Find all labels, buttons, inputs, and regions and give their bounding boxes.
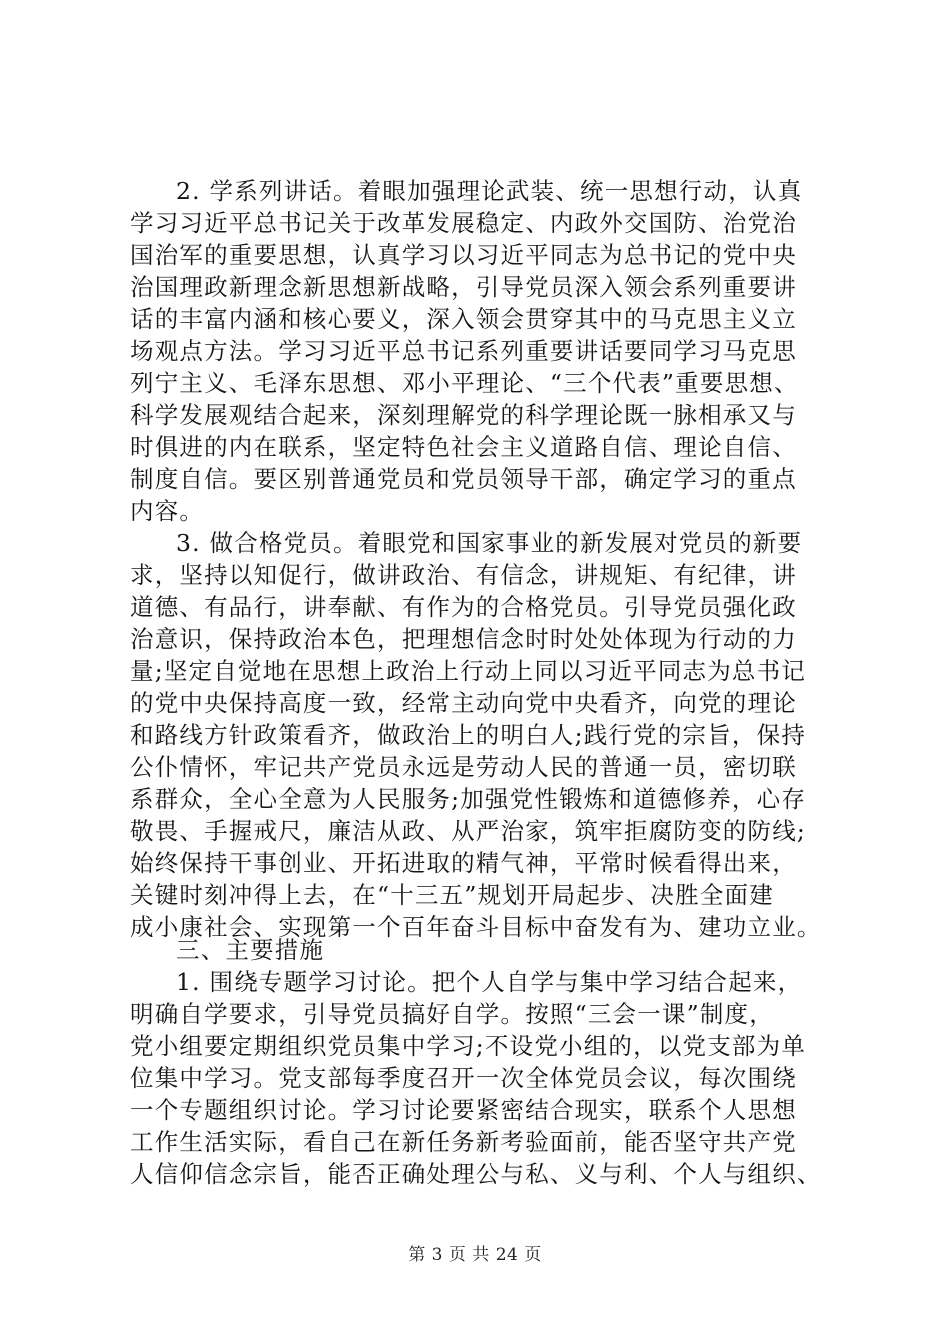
section-2-line: 学习习近平总书记关于改革发展稳定、内政外交国防、治党治 [130, 209, 797, 237]
section-2-line: 话的丰富内涵和核心要义，深入领会贯穿其中的马克思主义立 [130, 305, 797, 333]
section-3-line: 道德、有品行，讲奉献、有作为的合格党员。引导党员强化政 [130, 593, 797, 621]
section-2-line: 列宁主义、毛泽东思想、邓小平理论、“三个代表”重要思想、 [130, 369, 799, 397]
section-2-line: 时俱进的内在联系，坚定特色社会主义道路自信、理论自信、 [130, 433, 797, 461]
section-2-line: 内容。 [130, 497, 205, 525]
measure-1-line: 一个专题组织讨论。学习讨论要紧密结合现实，联系个人思想 [130, 1096, 797, 1124]
section-3-line: 关键时刻冲得上去，在“十三五”规划开局起步、决胜全面建 [130, 881, 774, 909]
section-3-line: 3. 做合格党员。着眼党和国家事业的新发展对党员的新要 [176, 529, 803, 557]
section-3-line: 量;坚定自觉地在思想上政治上行动上同以习近平同志为总书记 [130, 657, 807, 685]
measure-1-line: 1. 围绕专题学习讨论。把个人自学与集中学习结合起来， [176, 968, 803, 996]
section-3-line: 的党中央保持高度一致，经常主动向党中央看齐，向党的理论 [130, 689, 797, 717]
section-2-line: 制度自信。要区别普通党员和党员领导干部，确定学习的重点 [130, 465, 797, 493]
section-2-line: 2. 学系列讲话。着眼加强理论武装、统一思想行动，认真 [176, 177, 803, 205]
measure-1-line: 人信仰信念宗旨，能否正确处理公与私、义与利、个人与组织、 [130, 1160, 822, 1188]
body-text-upper [130, 175, 850, 943]
section-2-line: 科学发展观结合起来，深刻理解党的科学理论既一脉相承又与 [130, 401, 797, 429]
section-3-line: 求，坚持以知促行，做讲政治、有信念，讲规矩、有纪律，讲 [130, 561, 797, 589]
section-3-line: 成小康社会、实现第一个百年奋斗目标中奋发有为、建功立业。 [130, 913, 822, 941]
section-3-line: 敬畏、手握戒尺，廉洁从政、从严治家，筑牢拒腐防变的防线; [130, 817, 807, 845]
section-3-line: 始终保持干事创业、开拓进取的精气神，平常时候看得出来， [130, 849, 797, 877]
measure-1-line: 明确自学要求，引导党员搞好自学。按照“三会一课”制度， [130, 1000, 774, 1028]
measure-1-line: 位集中学习。党支部每季度召开一次全体党员会议，每次围绕 [130, 1064, 797, 1092]
section-heading: 三、主要措施 [176, 936, 325, 964]
section-2-line: 场观点方法。学习习近平总书记系列重要讲话要同学习马克思 [130, 337, 797, 365]
section-3-line: 系群众，全心全意为人民服务;加强党性锻炼和道德修养，心存 [130, 785, 807, 813]
section-3-line: 治意识，保持政治本色，把理想信念时时处处体现为行动的力 [130, 625, 797, 653]
section-3-line: 和路线方针政策看齐，做政治上的明白人;践行党的宗旨，保持 [130, 721, 807, 749]
page-number-footer: 第 3 页 共 24 页 [408, 1245, 542, 1265]
section-3-line: 公仆情怀，牢记共产党员永远是劳动人民的普通一员，密切联 [130, 753, 797, 781]
body-text-lower [130, 934, 850, 1190]
measure-1-line: 党小组要定期组织党员集中学习;不设党小组的，以党支部为单 [130, 1032, 807, 1060]
section-2-line: 治国理政新理念新思想新战略，引导党员深入领会系列重要讲 [130, 273, 797, 301]
measure-1-line: 工作生活实际，看自己在新任务新考验面前，能否坚守共产党 [130, 1128, 797, 1156]
section-2-line: 国治军的重要思想，认真学习以习近平同志为总书记的党中央 [130, 241, 797, 269]
